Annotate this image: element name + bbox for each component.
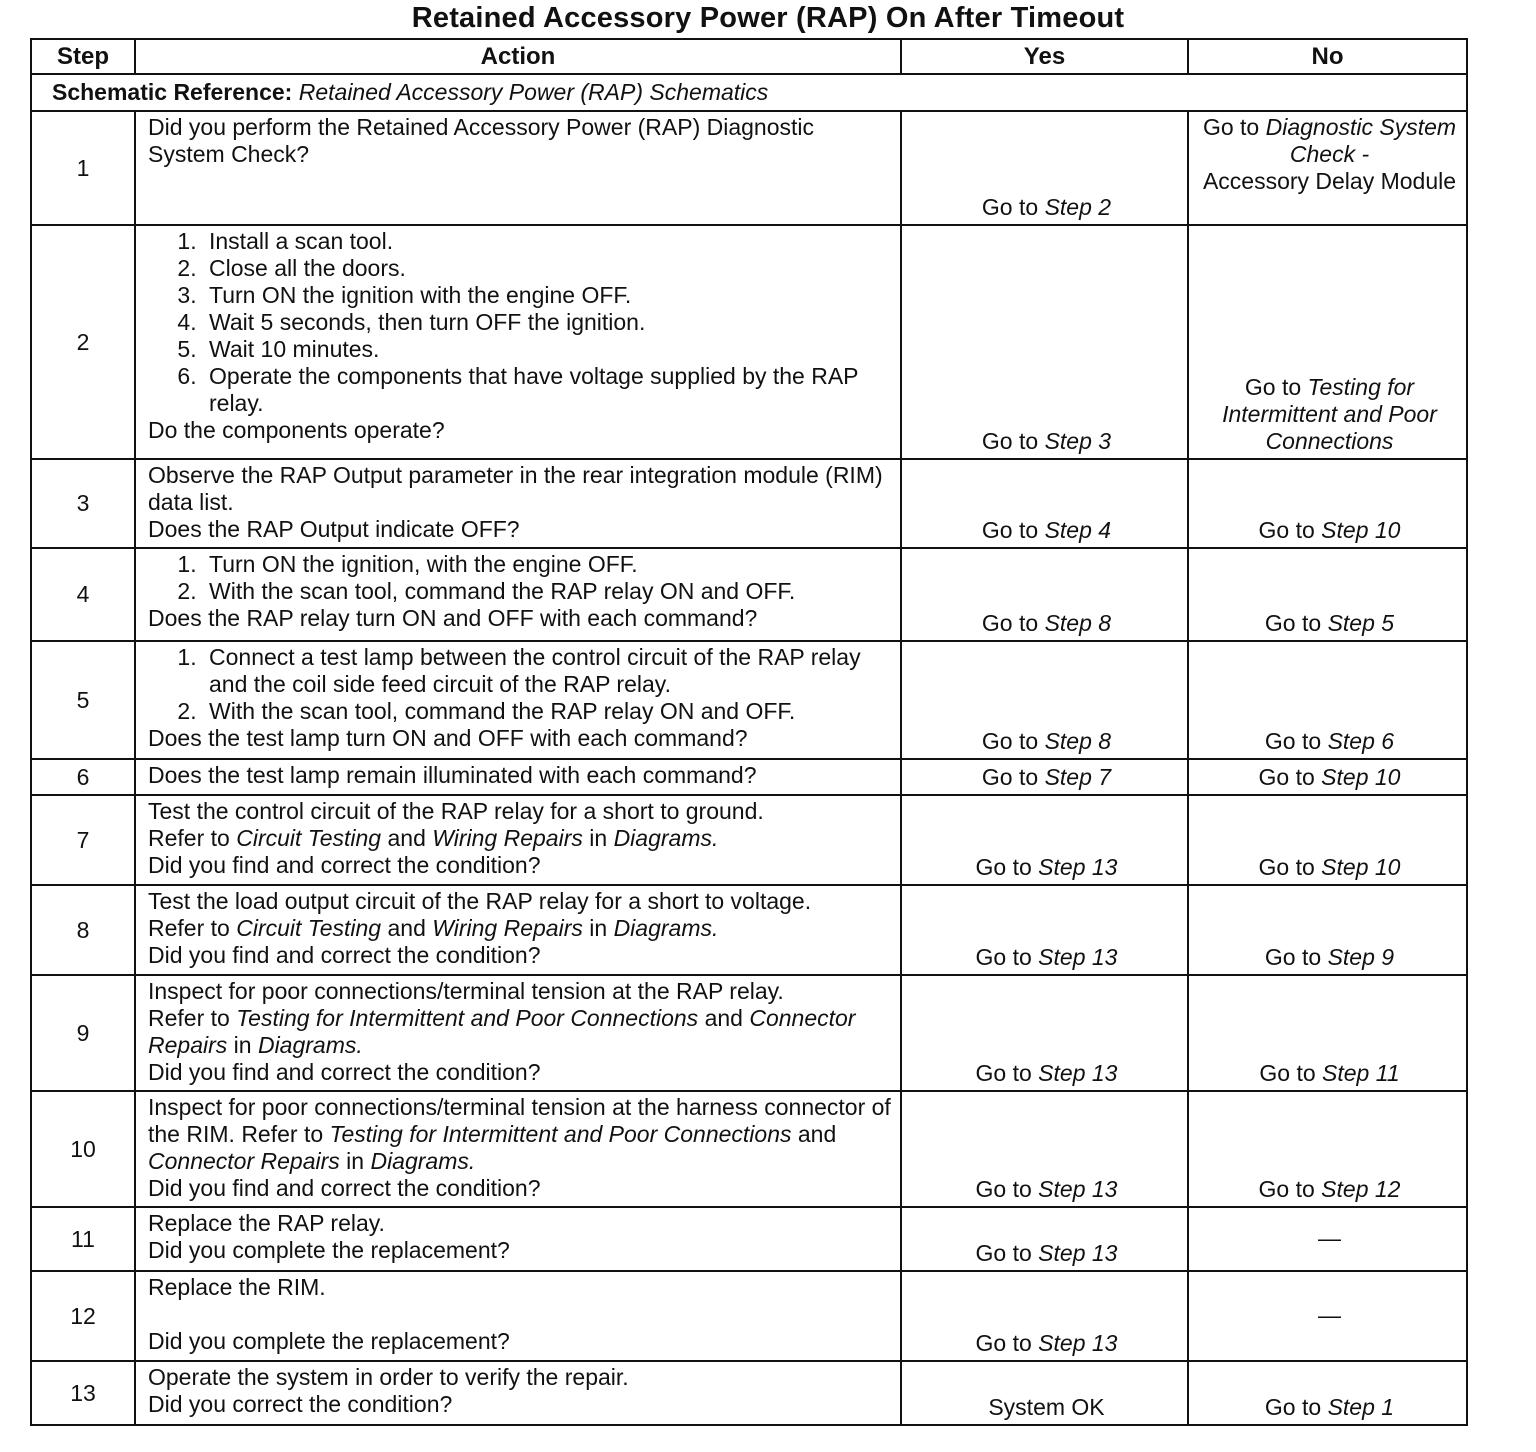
no-cell: Go to Step 10: [1188, 759, 1467, 795]
no-cell: Go to Step 6: [1188, 641, 1467, 759]
yes-cell: Go to Step 2: [901, 111, 1188, 225]
action-question: Does the RAP relay turn ON and OFF with each command?: [148, 605, 758, 631]
action-question: Does the test lamp turn ON and OFF with each command?: [148, 725, 748, 751]
schematic-link: Retained Accessory Power (RAP) Schematics: [298, 79, 769, 105]
action-cell: [135, 1271, 901, 1361]
no-link: Testing for Intermittent and Poor Connections: [1222, 374, 1437, 454]
table-row: [31, 1207, 1467, 1271]
no-cell: —: [1188, 1207, 1467, 1271]
yes-link: Step 13: [1038, 1176, 1118, 1202]
step-number: 2: [31, 225, 135, 459]
step-number: 5: [31, 641, 135, 759]
action-step-item: 1. Turn ON the ignition, with the engine OFF.: [203, 551, 892, 578]
no-link: Step 6: [1327, 728, 1395, 754]
no-cell: Go to Step 10: [1188, 459, 1467, 548]
action-step-item: 4. Wait 5 seconds, then turn OFF the ignition.: [203, 309, 892, 336]
step-number: 3: [31, 459, 135, 548]
step-number: 11: [31, 1207, 135, 1271]
table-row: [31, 1361, 1467, 1425]
action-text: Did you perform the Retained Accessory Power (RAP) Diagnostic System Check?: [148, 114, 815, 167]
action-step-item: 1. Install a scan tool.: [203, 228, 892, 255]
action-cell: [135, 641, 901, 759]
page-title: Retained Accessory Power (RAP) On After Timeout: [411, 2, 1125, 34]
step-number: 9: [31, 975, 135, 1091]
yes-cell: Go to Step 13: [901, 1271, 1188, 1361]
table-row: [31, 111, 1467, 225]
yes-link: Step 8: [1044, 610, 1112, 636]
action-text: Replace the RAP relay.: [148, 1210, 385, 1236]
no-link: Step 5: [1327, 610, 1395, 636]
yes-cell: Go to Step 13: [901, 1091, 1188, 1207]
action-cell: [135, 885, 901, 975]
no-cell: Go to Step 5: [1188, 548, 1467, 641]
yes-cell: Go to Step 13: [901, 1207, 1188, 1271]
table-row: [31, 1271, 1467, 1361]
no-cell: Go to Step 12: [1188, 1091, 1467, 1207]
action-step-item: 2. With the scan tool, command the RAP relay ON and OFF.: [203, 698, 892, 725]
action-question: Did you find and correct the condition?: [148, 1175, 541, 1201]
no-cell: —: [1188, 1271, 1467, 1361]
action-cell: [135, 111, 901, 225]
no-cell: Go to Testing for Intermittent and Poor Connections: [1188, 225, 1467, 459]
action-text: Test the control circuit of the RAP relay for a short to ground.: [148, 798, 764, 824]
action-text: Operate the system in order to verify the repair.: [148, 1364, 629, 1390]
yes-link: Step 3: [1044, 428, 1112, 454]
no-link: Step 10: [1321, 517, 1401, 543]
yes-link: Step 13: [1038, 1240, 1118, 1266]
action-refer: Refer to Circuit Testing and Wiring Repairs in Diagrams.: [148, 915, 719, 941]
yes-cell: Go to Step 8: [901, 548, 1188, 641]
action-step-item: 6. Operate the components that have voltage supplied by the RAP relay.: [203, 363, 892, 417]
no-link: Step 9: [1327, 944, 1395, 970]
header-yes: Yes: [901, 39, 1188, 74]
schematic-reference: [31, 74, 1467, 111]
yes-link: Step 8: [1044, 728, 1112, 754]
step-number: 10: [31, 1091, 135, 1207]
action-cell: [135, 225, 901, 459]
step-number: 6: [31, 759, 135, 795]
action-cell: [135, 548, 901, 641]
step-number: 1: [31, 111, 135, 225]
action-cell: [135, 795, 901, 885]
header-step: Step: [31, 39, 135, 74]
step-number: 4: [31, 548, 135, 641]
yes-cell: System OK: [901, 1361, 1188, 1425]
action-cell: [135, 1091, 901, 1207]
action-steps: [148, 551, 892, 605]
yes-link: Step 4: [1044, 517, 1112, 543]
no-link: Step 11: [1322, 1060, 1400, 1086]
no-cell: Go to Diagnostic System Check - Accessory Delay Module: [1188, 111, 1467, 225]
action-question: Did you find and correct the condition?: [148, 1059, 541, 1085]
action-cell: [135, 975, 901, 1091]
no-cell: Go to Step 9: [1188, 885, 1467, 975]
table-row: [31, 548, 1467, 641]
yes-cell: Go to Step 13: [901, 795, 1188, 885]
yes-link: Step 13: [1038, 944, 1118, 970]
schematic-label: Schematic Reference:: [52, 79, 293, 105]
action-cell: [135, 759, 901, 795]
no-link: Diagnostic System Check -: [1265, 114, 1457, 167]
action-text: Replace the RIM.: [148, 1274, 326, 1300]
action-question: Does the RAP Output indicate OFF?: [148, 516, 520, 542]
no-cell: Go to Step 10: [1188, 795, 1467, 885]
action-refer: Refer to Circuit Testing and Wiring Repairs in Diagrams.: [148, 825, 719, 851]
table-row: [31, 885, 1467, 975]
yes-cell: Go to Step 4: [901, 459, 1188, 548]
action-question: Does the test lamp remain illuminated with each command?: [148, 762, 757, 788]
action-cell: [135, 1361, 901, 1425]
diagnostic-table: [30, 38, 1468, 1426]
no-link: Step 10: [1321, 854, 1401, 880]
table-row: [31, 459, 1467, 548]
yes-cell: Go to Step 8: [901, 641, 1188, 759]
action-question: Did you find and correct the condition?: [148, 852, 541, 878]
step-number: 12: [31, 1271, 135, 1361]
action-steps: [148, 644, 892, 725]
yes-cell: Go to Step 13: [901, 975, 1188, 1091]
header-row: [31, 39, 1467, 74]
action-text: Test the load output circuit of the RAP relay for a short to voltage.: [148, 888, 812, 914]
action-steps: [148, 228, 892, 417]
table-row: [31, 225, 1467, 459]
yes-link: Step 13: [1038, 854, 1118, 880]
yes-link: Step 13: [1038, 1060, 1118, 1086]
action-question: Did you find and correct the condition?: [148, 942, 541, 968]
action-question: Do the components operate?: [148, 417, 445, 443]
action-step-item: 2. Close all the doors.: [203, 255, 892, 282]
schematic-reference-row: [31, 74, 1467, 111]
action-refer: Refer to Testing for Intermittent and Poor Connections and Connector Repairs in Diagrams.: [148, 1005, 856, 1058]
action-question: Did you complete the replacement?: [148, 1237, 510, 1263]
no-link: Step 12: [1321, 1176, 1401, 1202]
no-link: Step 10: [1321, 764, 1401, 790]
yes-link: Step 7: [1044, 764, 1112, 790]
action-step-item: 5. Wait 10 minutes.: [203, 336, 892, 363]
action-cell: [135, 459, 901, 548]
action-text: Inspect for poor connections/terminal tension at the RAP relay.: [148, 978, 784, 1004]
no-cell: Go to Step 11: [1188, 975, 1467, 1091]
step-number: 7: [31, 795, 135, 885]
table-row: [31, 1091, 1467, 1207]
table-row: [31, 641, 1467, 759]
action-step-item: 3. Turn ON the ignition with the engine OFF.: [203, 282, 892, 309]
action-question: Did you complete the replacement?: [148, 1328, 510, 1354]
action-step-item: 1. Connect a test lamp between the control circuit of the RAP relay and the coil side feed circuit of the RAP relay.: [203, 644, 892, 698]
yes-link: Step 2: [1044, 194, 1112, 220]
header-no: No: [1188, 39, 1467, 74]
no-link: Step 1: [1327, 1394, 1395, 1420]
header-action: Action: [135, 39, 901, 74]
step-number: 13: [31, 1361, 135, 1425]
yes-cell: Go to Step 13: [901, 885, 1188, 975]
action-cell: [135, 1207, 901, 1271]
table-row: [31, 759, 1467, 795]
action-text: Inspect for poor connections/terminal tension at the harness connector of the RIM. Refer to Testing for Intermittent and Poor Connections and Connector Repairs in Diagrams.: [148, 1094, 891, 1174]
step-number: 8: [31, 885, 135, 975]
action-step-item: 2. With the scan tool, command the RAP relay ON and OFF.: [203, 578, 892, 605]
table-row: [31, 795, 1467, 885]
action-text: Observe the RAP Output parameter in the rear integration module (RIM) data list.: [148, 462, 883, 515]
yes-link: Step 13: [1038, 1330, 1118, 1356]
no-cell: Go to Step 1: [1188, 1361, 1467, 1425]
yes-cell: Go to Step 7: [901, 759, 1188, 795]
yes-cell: Go to Step 3: [901, 225, 1188, 459]
no-plain: Accessory Delay Module: [1202, 168, 1457, 194]
table-row: [31, 975, 1467, 1091]
action-question: Did you correct the condition?: [148, 1391, 453, 1417]
